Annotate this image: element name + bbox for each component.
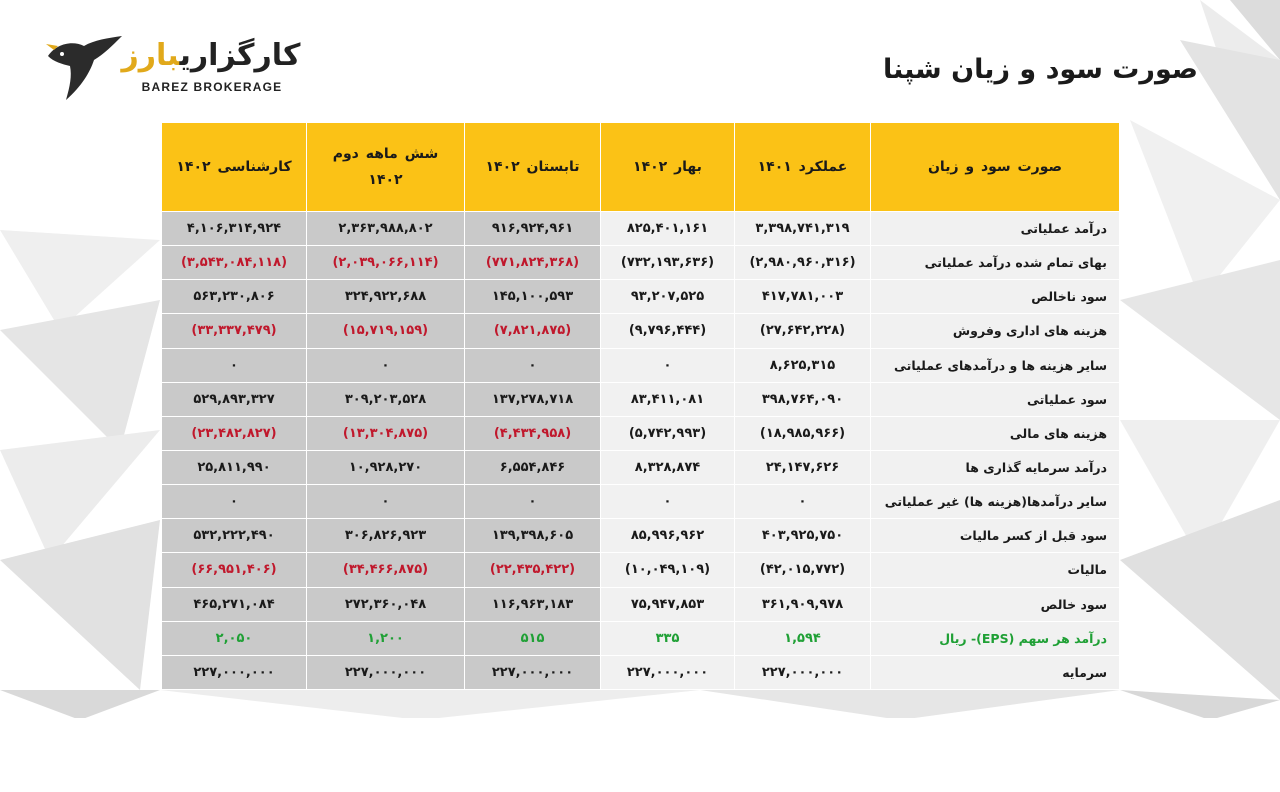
table-cell: ۵۱۵ [465,621,601,655]
table-cell: ۲۲۷,۰۰۰,۰۰۰ [465,655,601,689]
table-cell: ۱۴۵,۱۰۰,۵۹۳ [465,280,601,314]
table-cell: ۴۱۷,۷۸۱,۰۰۳ [735,280,871,314]
table-cell: ۱۰,۹۲۸,۲۷۰ [307,450,465,484]
table-row [162,246,1120,280]
logo-english-text: BAREZ BROKERAGE [141,80,283,94]
table-row [162,416,1120,450]
table-cell: (۱۵,۷۱۹,۱۵۹) [307,314,465,348]
table-cell: ۰ [465,348,601,382]
table-cell: ۶,۵۵۴,۸۴۶ [465,450,601,484]
row-label: سود قبل از کسر مالیات [871,519,1120,553]
table-cell: ۵۶۳,۲۳۰,۸۰۶ [162,280,307,314]
table-cell: ۲۵,۸۱۱,۹۹۰ [162,450,307,484]
eagle-icon [42,34,126,104]
table-cell: ۴۶۵,۲۷۱,۰۸۴ [162,587,307,621]
table-cell: ۳,۳۹۸,۷۴۱,۳۱۹ [735,212,871,246]
table-cell: ۳۰۹,۲۰۳,۵۲۸ [307,382,465,416]
brokerage-logo [42,34,301,104]
table-cell: ۰ [307,485,465,519]
table-cell: ۱,۲۰۰ [307,621,465,655]
table-cell: ۰ [601,485,735,519]
table-cell: ۰ [307,348,465,382]
row-label: سایر درآمدها(هزینه ها) غیر عملیاتی [871,485,1120,519]
table-cell: ۲۲۷,۰۰۰,۰۰۰ [307,655,465,689]
table-cell: (۱۰,۰۴۹,۱۰۹) [601,553,735,587]
row-label: هزینه های اداری وفروش [871,314,1120,348]
table-cell: ۱,۵۹۴ [735,621,871,655]
table-row [162,655,1120,689]
table-cell: ۸۵,۹۹۶,۹۶۲ [601,519,735,553]
table-cell: (۳۴,۴۶۶,۸۷۵) [307,553,465,587]
table-row [162,485,1120,519]
table-cell: ۲۲۷,۰۰۰,۰۰۰ [735,655,871,689]
table-cell: ۴,۱۰۶,۳۱۴,۹۲۴ [162,212,307,246]
row-label: مالیات [871,553,1120,587]
logo-persian-text [120,38,302,74]
table-cell: (۲۳,۴۸۲,۸۲۷) [162,416,307,450]
row-label: درآمد عملیاتی [871,212,1120,246]
table-cell: (۲,۹۸۰,۹۶۰,۳۱۶) [735,246,871,280]
table-cell: ۹۱۶,۹۲۴,۹۶۱ [465,212,601,246]
row-label: سایر هزینه ها و درآمدهای عملیاتی [871,348,1120,382]
table-cell: ۰ [601,348,735,382]
column-header: تابستان ۱۴۰۲ [465,123,601,212]
table-cell: ۸۳,۴۱۱,۰۸۱ [601,382,735,416]
table-cell: ۱۱۶,۹۶۳,۱۸۳ [465,587,601,621]
table-cell: ۱۳۷,۲۷۸,۷۱۸ [465,382,601,416]
table-cell: (۲,۰۳۹,۰۶۶,۱۱۴) [307,246,465,280]
table-cell: ۰ [162,485,307,519]
column-header: عملکرد ۱۴۰۱ [735,123,871,212]
table-cell: (۱۸,۹۸۵,۹۶۶) [735,416,871,450]
table-cell: (۵,۷۴۲,۹۹۳) [601,416,735,450]
table-row [162,587,1120,621]
row-label: درآمد هر سهم (EPS)- ریال [871,621,1120,655]
table-row [162,621,1120,655]
table-header-row [162,123,1120,212]
table-cell: ۵۲۹,۸۹۳,۳۲۷ [162,382,307,416]
table-cell: ۵۳۲,۲۲۲,۴۹۰ [162,519,307,553]
logo-persian-main: کارگزاری [179,38,301,73]
column-header: کارشناسی ۱۴۰۲ [162,123,307,212]
column-header: صورت سود و زیان [871,123,1120,212]
table-cell: ۸,۳۲۸,۸۷۴ [601,450,735,484]
table-cell: ۹۳,۲۰۷,۵۲۵ [601,280,735,314]
table-cell: ۱۳۹,۳۹۸,۶۰۵ [465,519,601,553]
table-row [162,348,1120,382]
table-row [162,314,1120,348]
table-cell: (۲۲,۴۳۵,۴۲۲) [465,553,601,587]
table-cell: ۰ [162,348,307,382]
table-cell: ۲۷۲,۳۶۰,۰۴۸ [307,587,465,621]
table-cell: (۷۷۱,۸۲۴,۳۶۸) [465,246,601,280]
table-cell: ۲۴,۱۴۷,۶۲۶ [735,450,871,484]
row-label: سود ناخالص [871,280,1120,314]
row-label: درآمد سرمایه گذاری ها [871,450,1120,484]
row-label: سود خالص [871,587,1120,621]
table-row [162,382,1120,416]
table-cell: ۲,۳۶۳,۹۸۸,۸۰۲ [307,212,465,246]
table-cell: ۰ [735,485,871,519]
row-label: سود عملیاتی [871,382,1120,416]
table-cell: ۸۲۵,۴۰۱,۱۶۱ [601,212,735,246]
logo-persian-accent: بارز [121,38,180,73]
table-cell: ۳۰۶,۸۲۶,۹۲۳ [307,519,465,553]
table-cell: ۳۹۸,۷۶۴,۰۹۰ [735,382,871,416]
row-label: هزینه های مالی [871,416,1120,450]
column-header: شش ماهه دوم ۱۴۰۲ [307,123,465,212]
table-cell: ۲۲۷,۰۰۰,۰۰۰ [162,655,307,689]
table-cell: ۳۶۱,۹۰۹,۹۷۸ [735,587,871,621]
table-cell: ۳۲۴,۹۲۲,۶۸۸ [307,280,465,314]
table-row [162,553,1120,587]
table-cell: (۷۳۲,۱۹۳,۶۳۶) [601,246,735,280]
table-cell: ۲,۰۵۰ [162,621,307,655]
table-cell: ۳۳۵ [601,621,735,655]
table-cell: ۲۲۷,۰۰۰,۰۰۰ [601,655,735,689]
table-cell: ۸,۶۲۵,۳۱۵ [735,348,871,382]
row-label: سرمایه [871,655,1120,689]
table-row [162,212,1120,246]
table-row [162,450,1120,484]
table-cell: ۷۵,۹۴۷,۸۵۳ [601,587,735,621]
column-header: بهار ۱۴۰۲ [601,123,735,212]
page-title: صورت سود و زیان شپنا [882,54,1198,85]
table-cell: (۳,۵۴۳,۰۸۴,۱۱۸) [162,246,307,280]
table-cell: (۴۲,۰۱۵,۷۷۲) [735,553,871,587]
table-cell: ۴۰۳,۹۲۵,۷۵۰ [735,519,871,553]
income-statement-table [161,122,1120,690]
table-cell: (۹,۷۹۶,۴۴۴) [601,314,735,348]
table-cell: (۴,۴۳۴,۹۵۸) [465,416,601,450]
table-cell: (۶۶,۹۵۱,۴۰۶) [162,553,307,587]
table-row [162,519,1120,553]
table-cell: (۱۳,۳۰۴,۸۷۵) [307,416,465,450]
table-cell: (۳۳,۳۳۷,۴۷۹) [162,314,307,348]
row-label: بهای تمام شده درآمد عملیاتی [871,246,1120,280]
table-cell: (۲۷,۶۴۲,۲۲۸) [735,314,871,348]
table-row [162,280,1120,314]
table-cell: ۰ [465,485,601,519]
table-cell: (۷,۸۲۱,۸۷۵) [465,314,601,348]
